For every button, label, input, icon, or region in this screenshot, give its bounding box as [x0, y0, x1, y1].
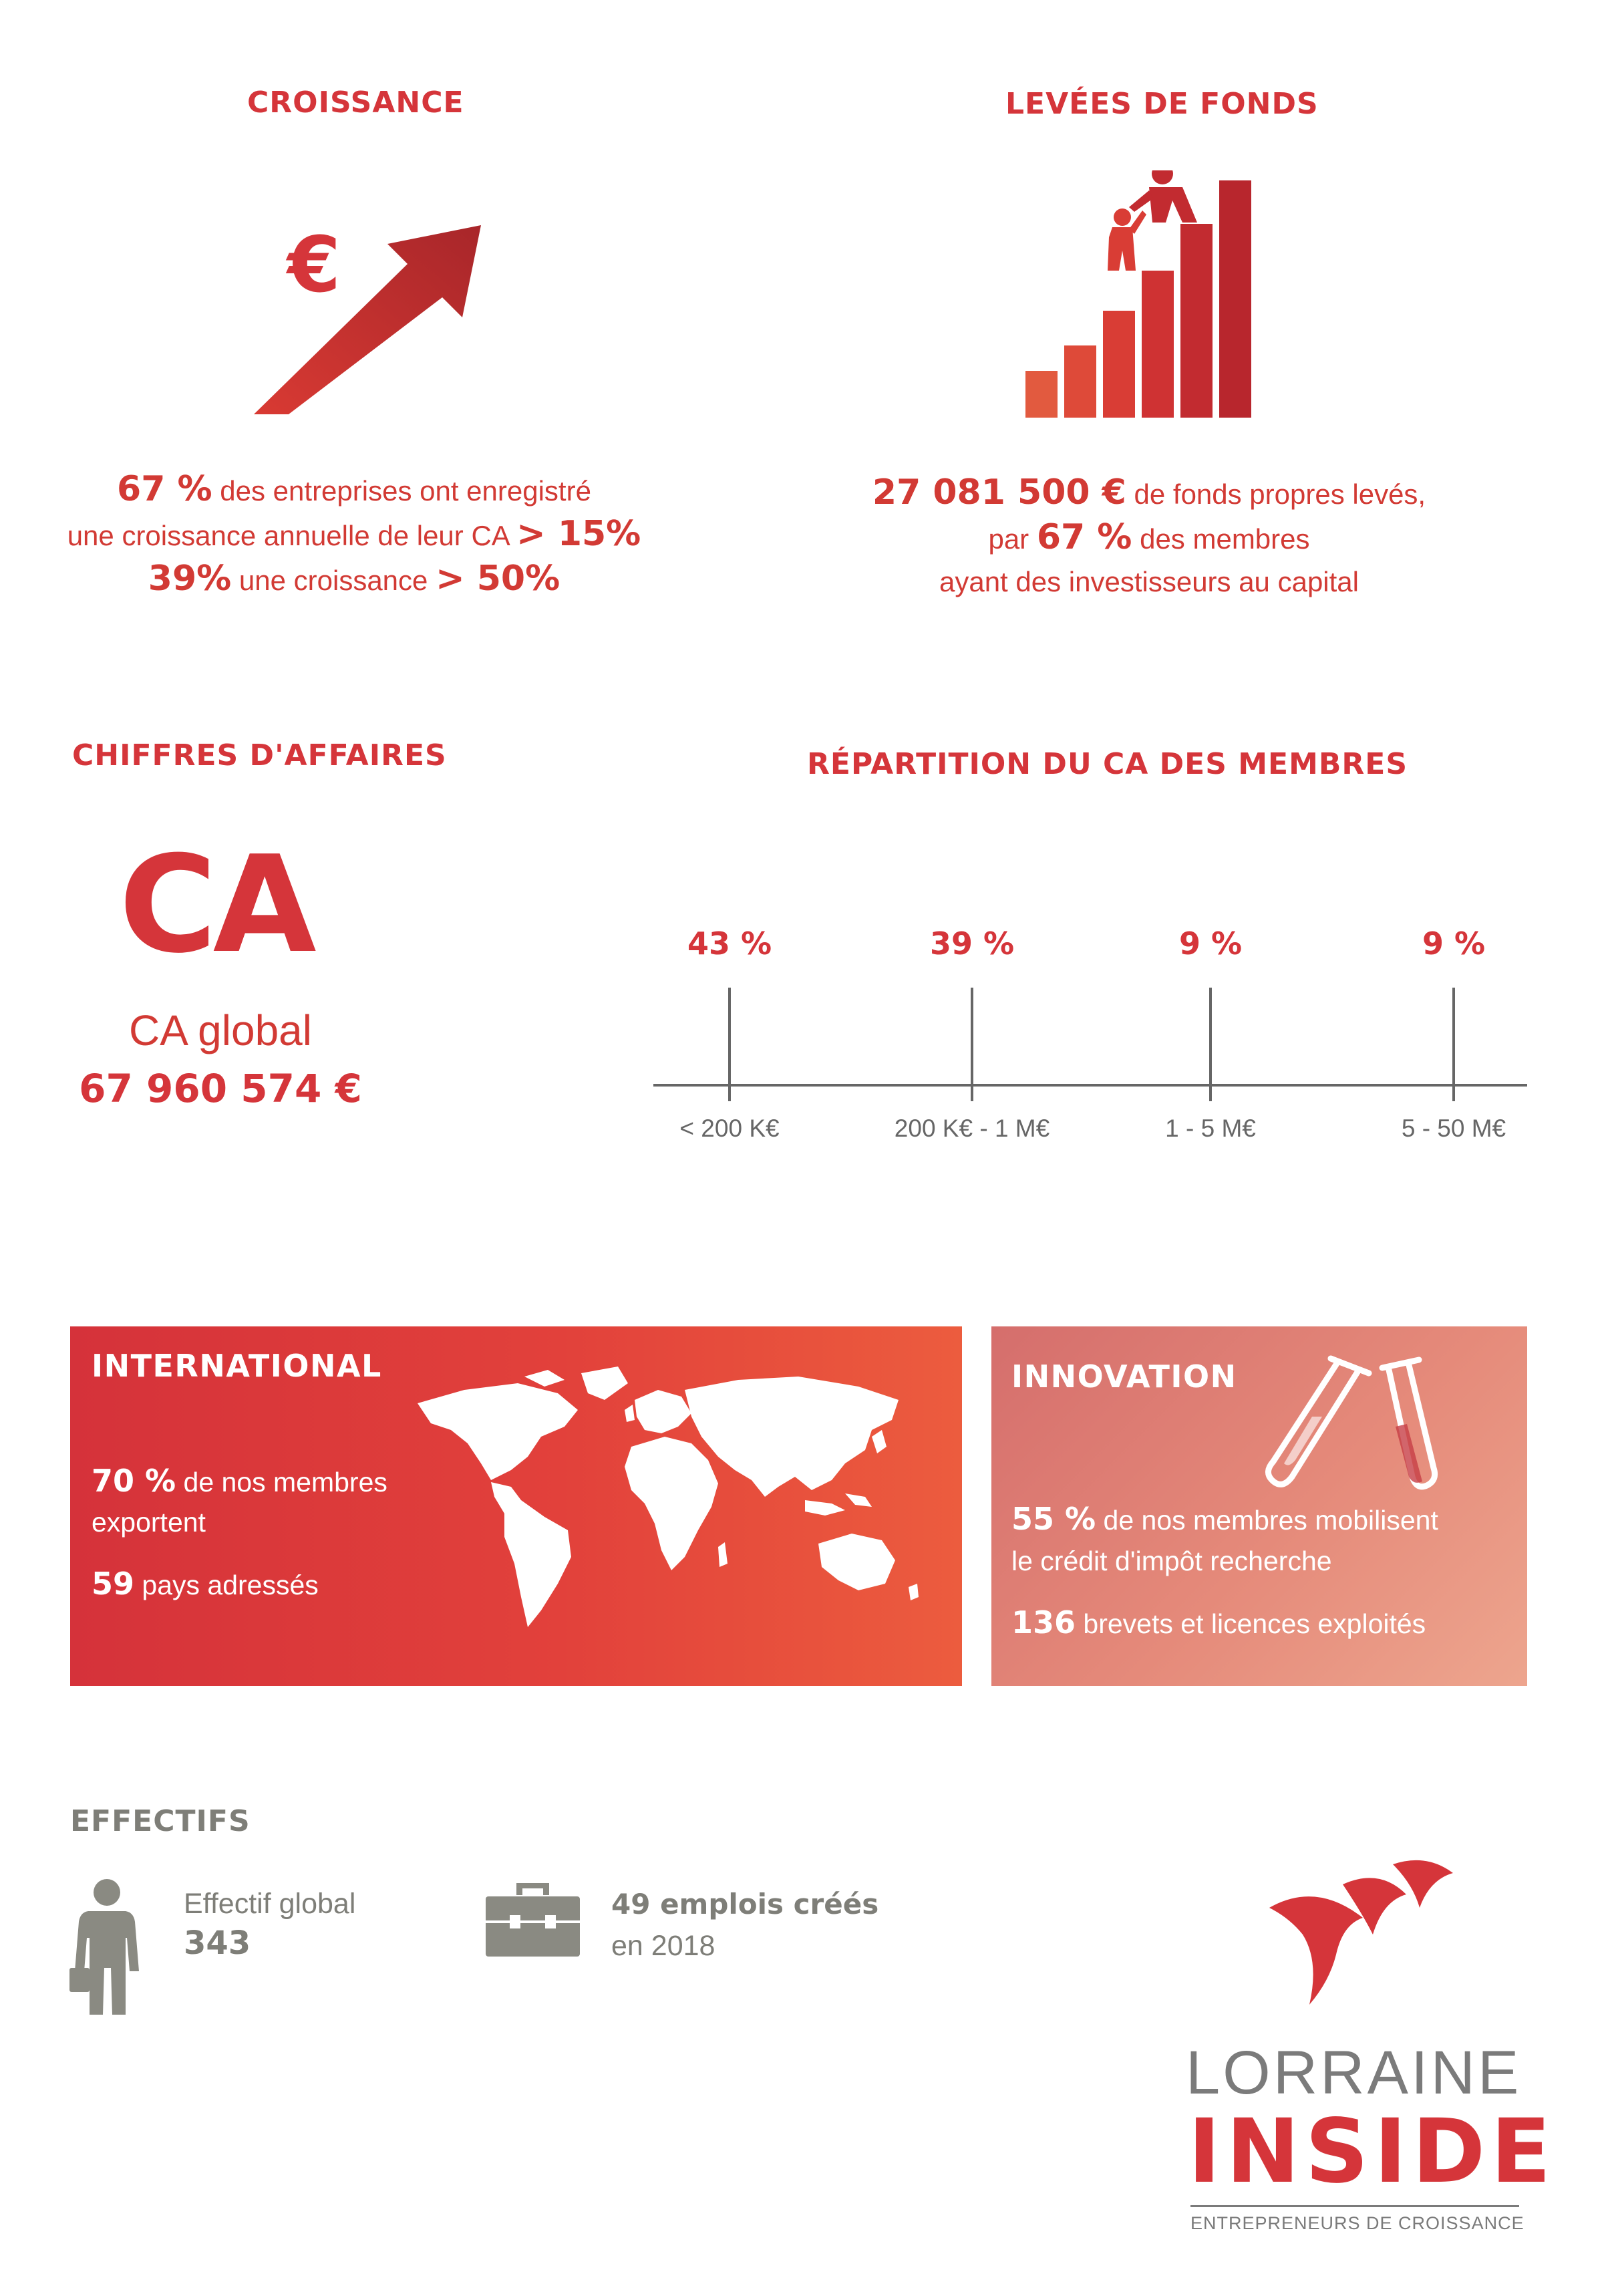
logo-inside: INSIDE [1188, 2100, 1557, 2203]
innovation-line3-text: brevets et licences exploités [1076, 1608, 1426, 1639]
levees-line3-text: ayant des investisseurs au capital [939, 566, 1359, 597]
croissance-39-value: 39% [148, 559, 232, 599]
innovation-line1-text: de nos membres mobilisent [1096, 1505, 1438, 1536]
fundraising-bars-icon [1022, 170, 1276, 421]
chart-category-label: 1 - 5 M€ [1165, 1115, 1256, 1142]
croissance-title: CROISSANCE [247, 86, 464, 120]
chart-data-label: 43 % [687, 925, 772, 962]
levees-line2-text: des membres [1132, 523, 1310, 555]
jobs-created-value: 49 emplois créés [611, 1888, 879, 1920]
international-line3-text: pays adressés [134, 1570, 319, 1600]
ca-global-label: CA global [129, 1006, 312, 1054]
international-line1 [92, 1460, 387, 1503]
chart-title: RÉPARTITION DU CA DES MEMBRES [807, 747, 1408, 781]
effectifs-title: EFFECTIFS [70, 1804, 251, 1838]
lorraine-inside-logo-icon [1263, 1854, 1463, 2008]
jobs-created-year: en 2018 [611, 1930, 715, 1962]
chart-data-label: 9 % [1178, 925, 1243, 962]
levees-line1-text: de fonds propres levés, [1126, 478, 1426, 510]
effectif-global-value: 343 [184, 1924, 251, 1962]
world-map-icon [404, 1363, 925, 1644]
croissance-threshold-50: > 50% [436, 559, 560, 599]
logo-divider [1190, 2205, 1519, 2207]
innovation-line1 [1011, 1498, 1438, 1541]
ca-big-label: CA [119, 827, 313, 983]
levees-line2-pre: par [988, 523, 1037, 555]
euro-icon: € [287, 221, 341, 310]
innovation-title: INNOVATION [1011, 1358, 1237, 1395]
international-pct: 70 % [92, 1463, 176, 1499]
chart-category-label: 200 K€ - 1 M€ [894, 1115, 1050, 1142]
test-tubes-icon [1259, 1353, 1452, 1493]
croissance-line1-text: des entreprises ont enregistré [212, 475, 591, 507]
international-line3 [92, 1563, 319, 1606]
croissance-stats [40, 468, 668, 602]
innovation-pct: 55 % [1011, 1501, 1096, 1537]
logo-lorraine: LORRAINE [1186, 2039, 1522, 2107]
international-countries: 59 [92, 1566, 135, 1602]
croissance-line3-text: une croissance [231, 565, 436, 596]
innovation-patents: 136 [1011, 1604, 1076, 1640]
croissance-threshold-15: > 15% [516, 514, 641, 554]
international-line2: exportent [92, 1507, 206, 1538]
innovation-line2: le crédit d'impôt recherche [1011, 1546, 1332, 1576]
chart-category-label: < 200 K€ [679, 1115, 780, 1142]
international-panel [70, 1326, 962, 1686]
innovation-line3 [1011, 1602, 1426, 1644]
levees-pct: 67 % [1036, 517, 1132, 557]
levees-amount: 27 081 500 € [872, 472, 1126, 513]
croissance-line2-text: une croissance annuelle de leur CA [67, 520, 517, 551]
chart-category-label: 5 - 50 M€ [1401, 1115, 1506, 1142]
chart-axis-line [653, 1084, 1527, 1087]
briefcase-icon [484, 1879, 581, 1959]
international-line1-text: de nos membres [176, 1467, 387, 1497]
croissance-pct-value: 67 % [117, 469, 212, 509]
chiffres-title: CHIFFRES D'AFFAIRES [72, 738, 447, 772]
chart-data-label: 39 % [929, 925, 1015, 962]
levees-title: LEVÉES DE FONDS [1005, 87, 1319, 121]
person-icon [67, 1878, 147, 2018]
logo-tagline: ENTREPRENEURS DE CROISSANCE [1190, 2213, 1524, 2233]
chart-data-label: 9 % [1422, 925, 1486, 962]
effectif-global-label: Effectif global [184, 1888, 356, 1920]
international-title: INTERNATIONAL [92, 1348, 382, 1384]
ca-global-value: 67 960 574 € [79, 1066, 362, 1111]
innovation-panel [991, 1326, 1527, 1686]
levees-stats [795, 471, 1503, 603]
